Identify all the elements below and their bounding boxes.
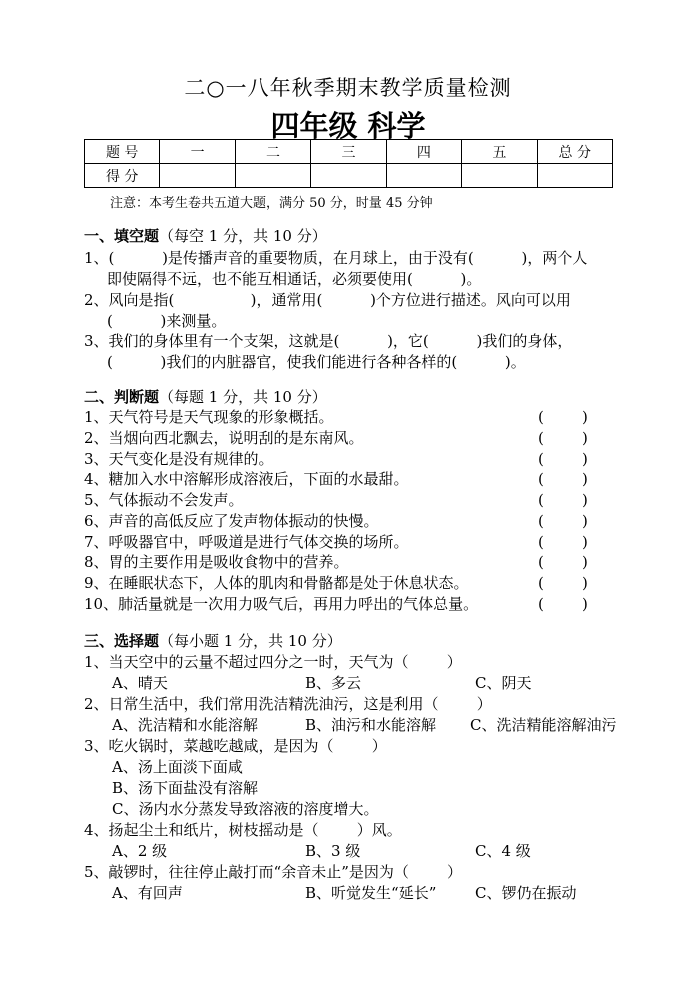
answer-paren[interactable]: ( ) bbox=[538, 553, 588, 571]
answer-paren[interactable]: ( ) bbox=[538, 470, 588, 488]
choice-option[interactable]: A、晴天 bbox=[112, 674, 168, 692]
answer-paren[interactable]: ( ) bbox=[538, 512, 588, 530]
fill-line: 3、我们的身体里有一个支架，这就是( )，它( )我们的身体， bbox=[84, 332, 573, 350]
choice-option[interactable]: B、3 级 bbox=[305, 842, 361, 860]
answer-paren[interactable]: ( ) bbox=[538, 533, 588, 551]
judge-item: 6、声音的高低反应了发声物体振动的快慢。 bbox=[84, 512, 379, 530]
answer-paren[interactable]: ( ) bbox=[538, 491, 588, 509]
choice-option[interactable]: C、锣仍在振动 bbox=[475, 884, 577, 902]
choice-option[interactable]: A、洗洁精和水能溶解 bbox=[112, 716, 258, 734]
score-table-header-row bbox=[85, 140, 613, 164]
score-row-label: 得 分 bbox=[85, 164, 160, 188]
section2-head: 二、判断题 bbox=[84, 388, 160, 406]
judge-item: 8、胃的主要作用是吸收食物中的营养。 bbox=[84, 553, 349, 571]
choice-option[interactable]: C、4 级 bbox=[475, 842, 531, 860]
score-header-cell: 一 bbox=[160, 140, 235, 164]
choice-option[interactable]: A、汤上面淡下面咸 bbox=[112, 758, 243, 776]
fill-line: 1、( )是传播声音的重要物质，在月球上，由于没有( )，两个人 bbox=[84, 249, 588, 267]
judge-item: 3、天气变化是没有规律的。 bbox=[84, 450, 274, 468]
exam-title: 二○一八年秋季期末教学质量检测 bbox=[184, 76, 512, 100]
section3-tail: （每小题 1 分，共 10 分） bbox=[159, 632, 342, 650]
score-table bbox=[84, 139, 613, 188]
section3-head: 三、选择题 bbox=[84, 632, 160, 650]
choice-option[interactable]: B、油污和水能溶解 bbox=[305, 716, 437, 734]
exam-subtitle: 四年级 科学 bbox=[270, 109, 426, 143]
score-input-cell[interactable] bbox=[386, 164, 461, 188]
section3-heading bbox=[84, 631, 342, 651]
score-input-cell[interactable] bbox=[235, 164, 310, 188]
score-header-cell: 总 分 bbox=[537, 140, 612, 164]
section2-heading bbox=[84, 387, 327, 407]
score-header-cell: 五 bbox=[462, 140, 537, 164]
score-input-cell[interactable] bbox=[462, 164, 537, 188]
judge-item: 5、气体振动不会发声。 bbox=[84, 491, 244, 509]
score-table-score-row bbox=[85, 164, 613, 188]
answer-paren[interactable]: ( ) bbox=[538, 595, 588, 613]
choice-option[interactable]: A、有回声 bbox=[112, 884, 183, 902]
score-header-cell: 三 bbox=[311, 140, 386, 164]
judge-item: 1、天气符号是天气现象的形象概括。 bbox=[84, 408, 334, 426]
section1-tail: （每空 1 分，共 10 分） bbox=[159, 227, 327, 245]
choice-question: 1、当天空中的云量不超过四分之一时，天气为（ ） bbox=[84, 653, 462, 671]
section2-tail: （每题 1 分，共 10 分） bbox=[159, 388, 327, 406]
choice-option[interactable]: C、洗洁精能溶解油污 bbox=[470, 716, 617, 734]
choice-question: 5、敲锣时，往往停止敲打而“余音未止”是因为（ ） bbox=[84, 863, 463, 881]
judge-item: 9、在睡眠状态下，人体的肌肉和骨骼都是处于休息状态。 bbox=[84, 574, 469, 592]
score-input-cell[interactable] bbox=[537, 164, 612, 188]
section1-head: 一、填空题 bbox=[84, 227, 160, 245]
section1-heading bbox=[84, 226, 327, 246]
judge-item: 4、糖加入水中溶解形成溶液后，下面的水最甜。 bbox=[84, 470, 409, 488]
choice-option[interactable]: A、2 级 bbox=[112, 842, 168, 860]
answer-paren[interactable]: ( ) bbox=[538, 408, 588, 426]
score-input-cell[interactable] bbox=[311, 164, 386, 188]
choice-option[interactable]: B、汤下面盐没有溶解 bbox=[112, 779, 259, 797]
choice-option[interactable]: B、多云 bbox=[305, 674, 362, 692]
fill-line: 即使隔得不远，也不能互相通话，必须要使用( )。 bbox=[107, 270, 482, 288]
judge-item: 7、呼吸器官中，呼吸道是进行气体交换的场所。 bbox=[84, 533, 409, 551]
judge-item: 10、肺活量就是一次用力吸气后，再用力呼出的气体总量。 bbox=[84, 595, 479, 613]
choice-question: 2、日常生活中，我们常用洗洁精洗油污，这是利用（ ） bbox=[84, 695, 492, 713]
score-input-cell[interactable] bbox=[160, 164, 235, 188]
answer-paren[interactable]: ( ) bbox=[538, 429, 588, 447]
judge-item: 2、当烟向西北飘去，说明刮的是东南风。 bbox=[84, 429, 364, 447]
fill-line: ( )来测量。 bbox=[107, 312, 227, 330]
fill-line: 2、风向是指( )，通常用( )个方位进行描述。风向可以用 bbox=[84, 291, 571, 309]
choice-option[interactable]: B、听觉发生“延长” bbox=[305, 884, 437, 902]
answer-paren[interactable]: ( ) bbox=[538, 574, 588, 592]
answer-paren[interactable]: ( ) bbox=[538, 450, 588, 468]
score-header-cell: 题 号 bbox=[85, 140, 160, 164]
choice-option[interactable]: C、汤内水分蒸发导致溶液的溶度增大。 bbox=[112, 800, 379, 818]
score-header-cell: 二 bbox=[235, 140, 310, 164]
choice-question: 3、吃火锅时，菜越吃越咸，是因为（ ） bbox=[84, 737, 387, 755]
exam-note: 注意：本考生卷共五道大题，满分 50 分，时量 45 分钟 bbox=[110, 196, 433, 211]
choice-question: 4、扬起尘土和纸片，树枝摇动是（ ）风。 bbox=[84, 821, 402, 839]
choice-option[interactable]: C、阴天 bbox=[475, 674, 532, 692]
fill-line: ( )我们的内脏器官，使我们能进行各种各样的( )。 bbox=[107, 353, 526, 371]
score-header-cell: 四 bbox=[386, 140, 461, 164]
